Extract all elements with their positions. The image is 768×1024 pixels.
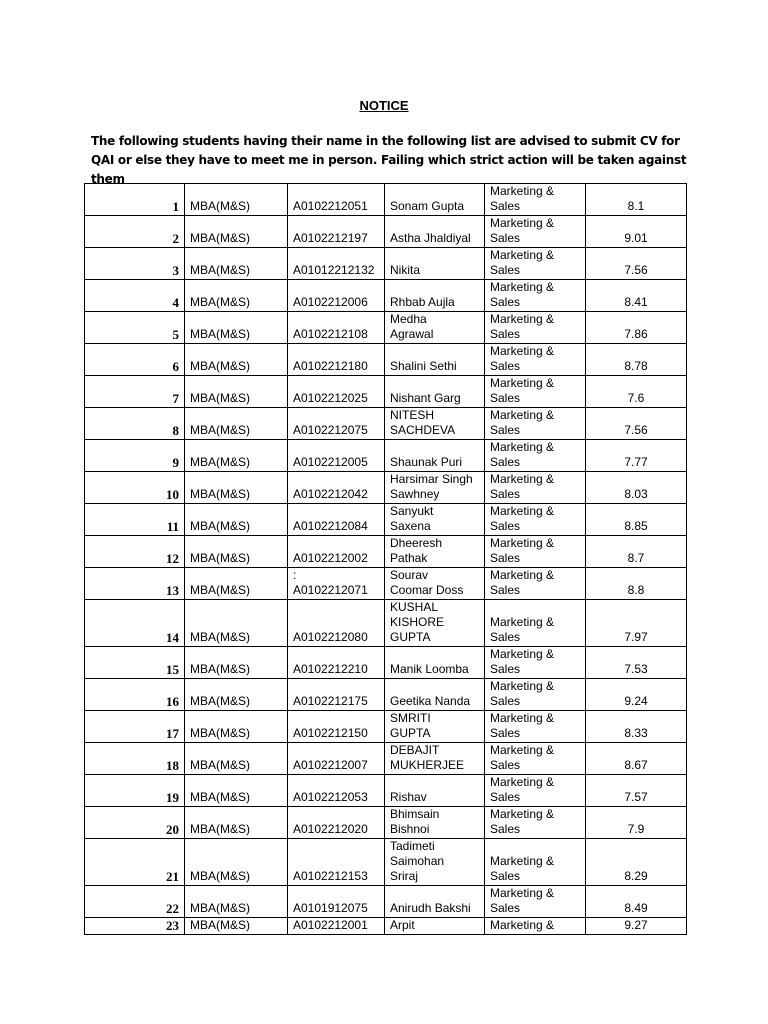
- table-row: [85, 536, 687, 568]
- program-cell: MBA(M&S): [185, 376, 288, 408]
- table-row: [85, 679, 687, 711]
- program-cell: MBA(M&S): [185, 600, 288, 647]
- specialization-cell: Marketing & Sales: [485, 440, 586, 472]
- enrollment-cell: A0102212001: [288, 918, 385, 935]
- student-name-cell: Geetika Nanda: [385, 679, 485, 711]
- specialization-cell: Marketing & Sales: [485, 711, 586, 743]
- table-row: [85, 504, 687, 536]
- program-cell: MBA(M&S): [185, 248, 288, 280]
- enrollment-cell: A0102212007: [288, 743, 385, 775]
- enrollment-cell: A0102212051: [288, 184, 385, 216]
- program-cell: MBA(M&S): [185, 839, 288, 886]
- enrollment-cell: A0102212025: [288, 376, 385, 408]
- row-number: 19: [85, 775, 185, 807]
- program-cell: MBA(M&S): [185, 647, 288, 679]
- student-name-cell: Shaunak Puri: [385, 440, 485, 472]
- table-row: [85, 184, 687, 216]
- specialization-cell: Marketing & Sales: [485, 536, 586, 568]
- student-name-cell: DEBAJIT MUKHERJEE: [385, 743, 485, 775]
- specialization-cell: Marketing & Sales: [485, 647, 586, 679]
- specialization-cell: Marketing & Sales: [485, 807, 586, 839]
- enrollment-cell: A0102212210: [288, 647, 385, 679]
- student-name-cell: Shalini Sethi: [385, 344, 485, 376]
- program-cell: MBA(M&S): [185, 775, 288, 807]
- table-row: [85, 839, 687, 886]
- program-cell: MBA(M&S): [185, 568, 288, 600]
- row-number: 12: [85, 536, 185, 568]
- row-number: 16: [85, 679, 185, 711]
- student-name-cell: Nikita: [385, 248, 485, 280]
- score-cell: 7.9: [586, 807, 687, 839]
- specialization-cell: Marketing & Sales: [485, 280, 586, 312]
- student-name-cell: Tadimeti Saimohan Sriraj: [385, 839, 485, 886]
- program-cell: MBA(M&S): [185, 344, 288, 376]
- row-number: 8: [85, 408, 185, 440]
- student-name-cell: KUSHAL KISHORE GUPTA: [385, 600, 485, 647]
- specialization-cell: Marketing & Sales: [485, 216, 586, 248]
- enrollment-cell: A0102212108: [288, 312, 385, 344]
- row-number: 15: [85, 647, 185, 679]
- program-cell: MBA(M&S): [185, 408, 288, 440]
- program-cell: MBA(M&S): [185, 807, 288, 839]
- row-number: 20: [85, 807, 185, 839]
- program-cell: MBA(M&S): [185, 711, 288, 743]
- table-row: [85, 568, 687, 600]
- row-number: 7: [85, 376, 185, 408]
- row-number: 22: [85, 886, 185, 918]
- specialization-cell: Marketing & Sales: [485, 600, 586, 647]
- program-cell: MBA(M&S): [185, 216, 288, 248]
- program-cell: MBA(M&S): [185, 280, 288, 312]
- student-name-cell: Manik Loomba: [385, 647, 485, 679]
- score-cell: 7.57: [586, 775, 687, 807]
- score-cell: 8.8: [586, 568, 687, 600]
- table-row: [85, 711, 687, 743]
- specialization-cell: Marketing & Sales: [485, 886, 586, 918]
- row-number: 21: [85, 839, 185, 886]
- enrollment-cell: A0102212005: [288, 440, 385, 472]
- program-cell: MBA(M&S): [185, 886, 288, 918]
- student-name-cell: Sonam Gupta: [385, 184, 485, 216]
- table-row: [85, 743, 687, 775]
- score-cell: 7.53: [586, 647, 687, 679]
- score-cell: 8.33: [586, 711, 687, 743]
- score-cell: 8.67: [586, 743, 687, 775]
- table-row: [85, 376, 687, 408]
- table-row: [85, 918, 687, 935]
- specialization-cell: Marketing & Sales: [485, 248, 586, 280]
- enrollment-cell: A0102212053: [288, 775, 385, 807]
- enrollment-cell: A0102212042: [288, 472, 385, 504]
- score-cell: 7.86: [586, 312, 687, 344]
- table-row: [85, 472, 687, 504]
- enrollment-cell: A0102212006: [288, 280, 385, 312]
- row-number: 2: [85, 216, 185, 248]
- student-name-cell: Anirudh Bakshi: [385, 886, 485, 918]
- enrollment-cell: A0102212084: [288, 504, 385, 536]
- program-cell: MBA(M&S): [185, 743, 288, 775]
- row-number: 11: [85, 504, 185, 536]
- program-cell: MBA(M&S): [185, 679, 288, 711]
- score-cell: 8.85: [586, 504, 687, 536]
- score-cell: 8.29: [586, 839, 687, 886]
- enrollment-cell: A0101912075: [288, 886, 385, 918]
- table-row: [85, 807, 687, 839]
- specialization-cell: Marketing & Sales: [485, 568, 586, 600]
- score-cell: 8.1: [586, 184, 687, 216]
- score-cell: 8.49: [586, 886, 687, 918]
- enrollment-cell: A0102212020: [288, 807, 385, 839]
- row-number: 10: [85, 472, 185, 504]
- specialization-cell: Marketing & Sales: [485, 472, 586, 504]
- score-cell: 7.97: [586, 600, 687, 647]
- row-number: 9: [85, 440, 185, 472]
- row-number: 23: [85, 918, 185, 935]
- specialization-cell: Marketing &: [485, 918, 586, 935]
- enrollment-cell: A0102212002: [288, 536, 385, 568]
- program-cell: MBA(M&S): [185, 536, 288, 568]
- score-cell: 9.01: [586, 216, 687, 248]
- program-cell: MBA(M&S): [185, 472, 288, 504]
- table-row: [85, 440, 687, 472]
- score-cell: 7.77: [586, 440, 687, 472]
- enrollment-cell: A0102212150: [288, 711, 385, 743]
- enrollment-cell: A0102212075: [288, 408, 385, 440]
- student-name-cell: Sanyukt Saxena: [385, 504, 485, 536]
- student-name-cell: Nishant Garg: [385, 376, 485, 408]
- student-name-cell: Medha Agrawal: [385, 312, 485, 344]
- program-cell: MBA(M&S): [185, 184, 288, 216]
- student-name-cell: Arpit: [385, 918, 485, 935]
- student-name-cell: NITESH SACHDEVA: [385, 408, 485, 440]
- score-cell: 9.27: [586, 918, 687, 935]
- row-number: 18: [85, 743, 185, 775]
- specialization-cell: Marketing & Sales: [485, 743, 586, 775]
- score-cell: 8.03: [586, 472, 687, 504]
- row-number: 4: [85, 280, 185, 312]
- row-number: 6: [85, 344, 185, 376]
- student-name-cell: Dheeresh Pathak: [385, 536, 485, 568]
- table-row: [85, 886, 687, 918]
- score-cell: 7.56: [586, 248, 687, 280]
- table-row: [85, 312, 687, 344]
- specialization-cell: Marketing & Sales: [485, 775, 586, 807]
- enrollment-cell: A01012212132: [288, 248, 385, 280]
- specialization-cell: Marketing & Sales: [485, 344, 586, 376]
- enrollment-cell: A0102212080: [288, 600, 385, 647]
- row-number: 14: [85, 600, 185, 647]
- row-number: 3: [85, 248, 185, 280]
- student-name-cell: Rhbab Aujla: [385, 280, 485, 312]
- score-cell: 8.41: [586, 280, 687, 312]
- specialization-cell: Marketing & Sales: [485, 504, 586, 536]
- row-number: 5: [85, 312, 185, 344]
- enrollment-cell: A0102212175: [288, 679, 385, 711]
- enrollment-cell: A0102212153: [288, 839, 385, 886]
- score-cell: 9.24: [586, 679, 687, 711]
- table-row: [85, 647, 687, 679]
- row-number: 13: [85, 568, 185, 600]
- students-table-body: [85, 184, 687, 935]
- score-cell: 7.56: [586, 408, 687, 440]
- program-cell: MBA(M&S): [185, 312, 288, 344]
- enrollment-cell: : A0102212071: [288, 568, 385, 600]
- enrollment-cell: A0102212180: [288, 344, 385, 376]
- table-row: [85, 248, 687, 280]
- row-number: 1: [85, 184, 185, 216]
- student-name-cell: Harsimar Singh Sawhney: [385, 472, 485, 504]
- specialization-cell: Marketing & Sales: [485, 839, 586, 886]
- score-cell: 7.6: [586, 376, 687, 408]
- specialization-cell: Marketing & Sales: [485, 408, 586, 440]
- student-name-cell: Astha Jhaldiyal: [385, 216, 485, 248]
- score-cell: 8.78: [586, 344, 687, 376]
- student-name-cell: Bhimsain Bishnoi: [385, 807, 485, 839]
- table-row: [85, 216, 687, 248]
- specialization-cell: Marketing & Sales: [485, 184, 586, 216]
- specialization-cell: Marketing & Sales: [485, 679, 586, 711]
- table-row: [85, 408, 687, 440]
- student-name-cell: Sourav Coomar Doss: [385, 568, 485, 600]
- table-row: [85, 600, 687, 647]
- notice-title: NOTICE: [359, 98, 409, 113]
- student-name-cell: SMRITI GUPTA: [385, 711, 485, 743]
- row-number: 17: [85, 711, 185, 743]
- table-row: [85, 280, 687, 312]
- specialization-cell: Marketing & Sales: [485, 376, 586, 408]
- students-table: [84, 183, 687, 935]
- program-cell: MBA(M&S): [185, 440, 288, 472]
- specialization-cell: Marketing & Sales: [485, 312, 586, 344]
- table-row: [85, 775, 687, 807]
- table-row: [85, 344, 687, 376]
- student-name-cell: Rishav: [385, 775, 485, 807]
- program-cell: MBA(M&S): [185, 918, 288, 935]
- enrollment-cell: A0102212197: [288, 216, 385, 248]
- score-cell: 8.7: [586, 536, 687, 568]
- program-cell: MBA(M&S): [185, 504, 288, 536]
- notice-body: The following students having their name in the following list are advised to submit CV for QAI or else they have to meet me in person. Failing which strict action will be taken against them: [91, 134, 687, 186]
